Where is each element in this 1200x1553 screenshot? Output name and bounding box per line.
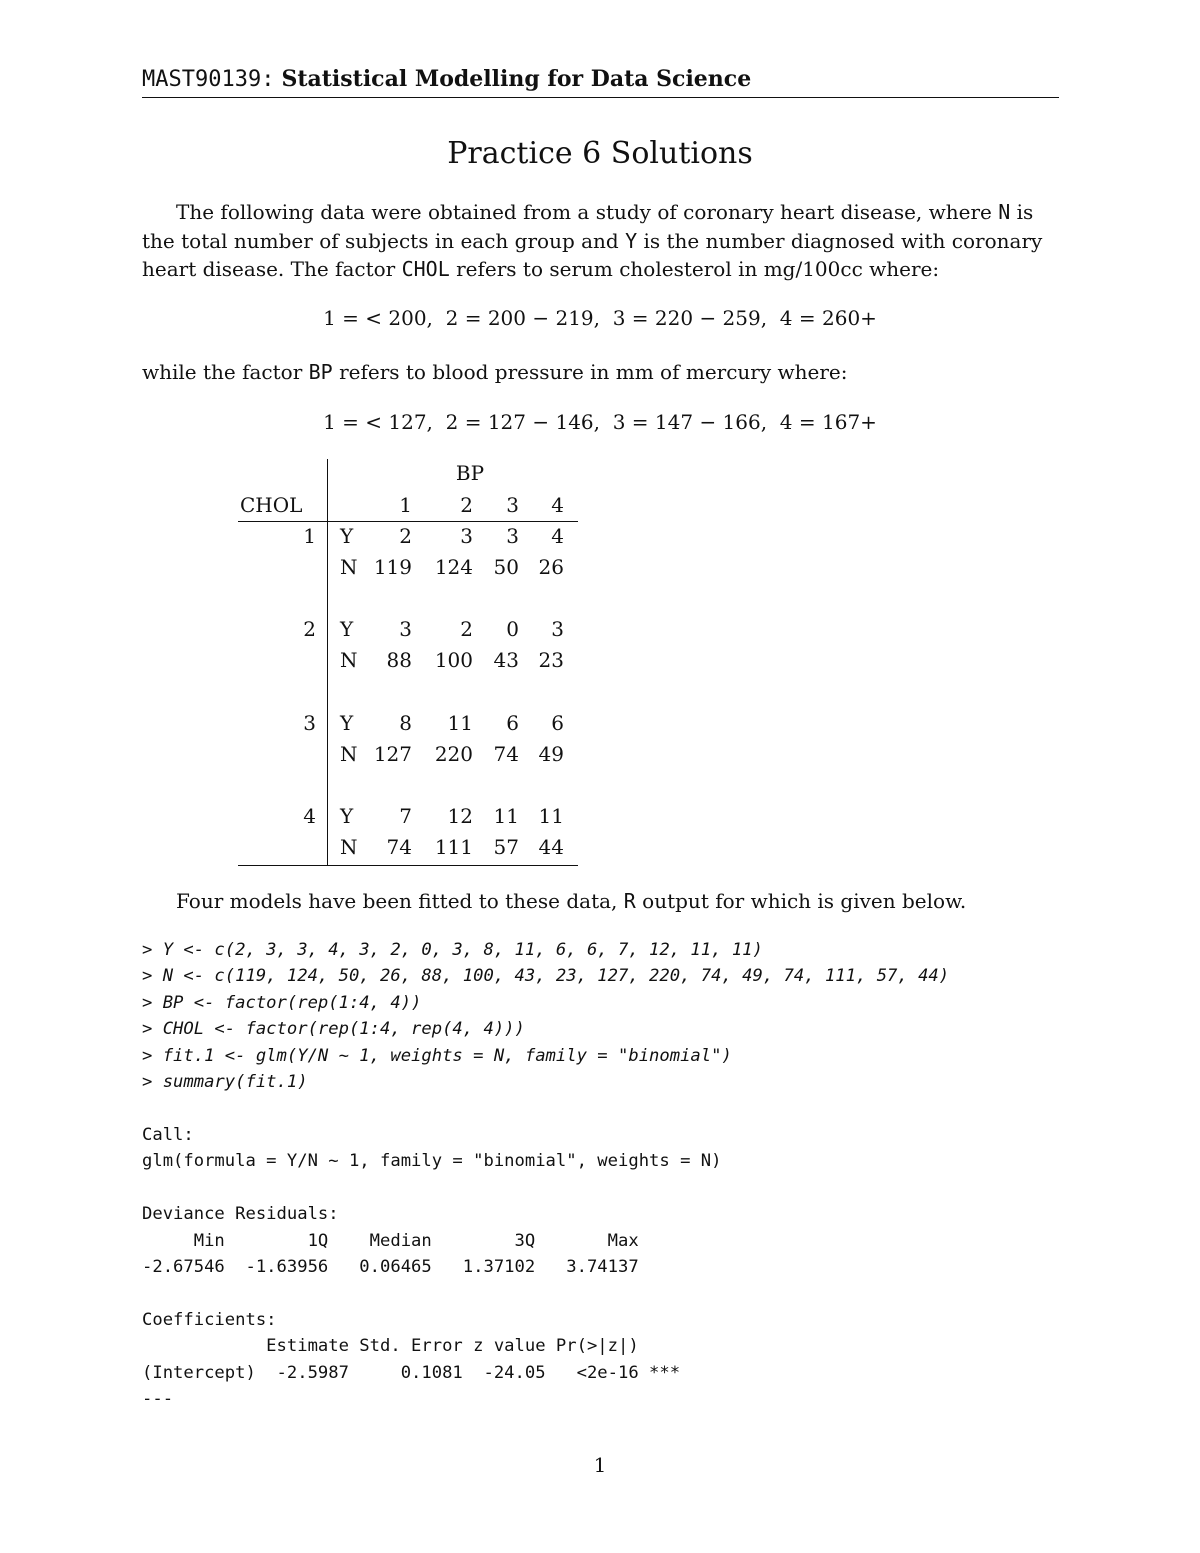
r-output-line bbox=[142, 1175, 721, 1201]
table-cell-n: 74 bbox=[493, 742, 519, 766]
table-cell-y: 6 bbox=[506, 711, 519, 735]
r-input-line: > summary(fit.1) bbox=[142, 1071, 308, 1092]
table-cell-n: 111 bbox=[434, 835, 473, 859]
row-label-y: Y bbox=[340, 617, 354, 641]
table-cell-n: 43 bbox=[493, 648, 519, 672]
intro-text-3: is the number diagnosed with coronary heart disease. The factor bbox=[142, 228, 1043, 281]
r-output-line: glm(formula = Y/N ~ 1, family = "binomial", weights = N) bbox=[142, 1151, 722, 1172]
r-output-code bbox=[142, 1122, 721, 1412]
bp-level-header: 4 bbox=[551, 493, 564, 517]
bp-sentence bbox=[142, 358, 1060, 387]
r-output-line bbox=[142, 1280, 721, 1306]
models-text-2: output for which is given below. bbox=[635, 889, 967, 913]
intro-text-4: refers to serum cholesterol in mg/100cc where: bbox=[449, 257, 940, 281]
table-cell-y: 11 bbox=[447, 711, 473, 735]
r-output-line: (Intercept) -2.5987 0.1081 -24.05 <2e-16 *** bbox=[142, 1362, 681, 1383]
table-cell-n: 49 bbox=[538, 742, 564, 766]
r-input-line: > N <- c(119, 124, 50, 26, 88, 100, 43, 23, 127, 220, 74, 49, 74, 111, 57, 44) bbox=[142, 966, 950, 987]
var-chol: CHOL bbox=[401, 257, 450, 281]
r-output-line: Coefficients: bbox=[142, 1309, 277, 1330]
row-label-n: N bbox=[340, 555, 358, 579]
table-cell-y: 2 bbox=[460, 617, 473, 641]
intro-paragraph bbox=[142, 198, 1060, 284]
var-r: R bbox=[623, 889, 636, 913]
table-cell-y: 12 bbox=[447, 804, 473, 828]
row-label-n: N bbox=[340, 742, 358, 766]
table-cell-y: 3 bbox=[460, 524, 473, 548]
var-n: N bbox=[998, 200, 1011, 224]
table-cell-n: 26 bbox=[538, 555, 564, 579]
table-cell-n: 220 bbox=[434, 742, 473, 766]
header-rule bbox=[142, 97, 1059, 98]
r-input-line: > Y <- c(2, 3, 3, 4, 3, 2, 0, 3, 8, 11, 6, 6, 7, 12, 11, 11) bbox=[142, 940, 763, 960]
table-cell-y: 3 bbox=[506, 524, 519, 548]
table-cell-n: 88 bbox=[386, 648, 412, 672]
table-cell-y: 4 bbox=[551, 524, 564, 548]
intro-text-1: The following data were obtained from a study of coronary heart disease, where bbox=[176, 200, 999, 224]
bp-level-header: 3 bbox=[506, 493, 519, 517]
table-cell-n: 124 bbox=[434, 555, 473, 579]
table-cell-y: 11 bbox=[538, 804, 564, 828]
table-cell-y: 11 bbox=[493, 804, 519, 828]
r-output-line: --- bbox=[142, 1388, 174, 1409]
bp-ranges: 1 = < 127, 2 = 127 − 146, 3 = 147 − 166, 4 = 167+ bbox=[323, 410, 877, 434]
running-header bbox=[142, 66, 751, 92]
bp-level-header: 2 bbox=[460, 493, 473, 517]
course-code: MAST90139: bbox=[142, 67, 275, 92]
r-input-line: > CHOL <- factor(rep(1:4, rep(4, 4))) bbox=[142, 1019, 525, 1040]
chol-header: CHOL bbox=[240, 493, 303, 517]
table-cell-n: 44 bbox=[538, 835, 564, 859]
r-input-code bbox=[142, 937, 949, 1095]
row-label-y: Y bbox=[340, 711, 354, 735]
page-number: 1 bbox=[593, 1453, 607, 1477]
table-cell-n: 57 bbox=[493, 835, 519, 859]
table-header-rule bbox=[238, 521, 578, 522]
chol-level-label: 1 bbox=[303, 524, 316, 548]
table-cell-n: 100 bbox=[434, 648, 473, 672]
r-output-line: Min 1Q Median 3Q Max bbox=[142, 1230, 639, 1251]
r-output-line: -2.67546 -1.63956 0.06465 1.37102 3.74137 bbox=[142, 1256, 639, 1277]
table-cell-y: 3 bbox=[399, 617, 412, 641]
table-cell-y: 0 bbox=[506, 617, 519, 641]
table-cell-y: 6 bbox=[551, 711, 564, 735]
row-label-y: Y bbox=[340, 804, 354, 828]
table-cell-y: 3 bbox=[551, 617, 564, 641]
chol-level-label: 4 bbox=[303, 804, 316, 828]
bp-text-1: while the factor bbox=[142, 360, 309, 384]
bp-header: BP bbox=[455, 461, 485, 485]
r-output-line: Estimate Std. Error z value Pr(>|z|) bbox=[142, 1336, 639, 1357]
row-label-n: N bbox=[340, 648, 358, 672]
chol-level-label: 2 bbox=[303, 617, 316, 641]
chol-ranges: 1 = < 200, 2 = 200 − 219, 3 = 220 − 259, 4 = 260+ bbox=[323, 306, 877, 330]
table-cell-n: 23 bbox=[538, 648, 564, 672]
intro-text-2: is the total number of subjects in each group and bbox=[142, 200, 1034, 253]
chol-level-label: 3 bbox=[303, 711, 316, 735]
models-sentence bbox=[142, 887, 1060, 916]
table-cell-n: 50 bbox=[493, 555, 519, 579]
table-cell-n: 74 bbox=[386, 835, 412, 859]
table-cell-n: 119 bbox=[373, 555, 412, 579]
course-title: Statistical Modelling for Data Science bbox=[281, 66, 752, 92]
table-cell-y: 8 bbox=[399, 711, 412, 735]
page-title: Practice 6 Solutions bbox=[447, 136, 753, 171]
models-text-1: Four models have been fitted to these data, bbox=[176, 889, 624, 913]
r-output-line: Deviance Residuals: bbox=[142, 1204, 339, 1225]
var-bp: BP bbox=[308, 360, 333, 384]
row-label-n: N bbox=[340, 835, 358, 859]
bp-level-header: 1 bbox=[399, 493, 412, 517]
r-input-line: > BP <- factor(rep(1:4, 4)) bbox=[142, 992, 422, 1013]
table-cell-n: 127 bbox=[373, 742, 412, 766]
row-label-y: Y bbox=[340, 524, 354, 548]
table-cell-y: 2 bbox=[399, 524, 412, 548]
table-cell-y: 7 bbox=[399, 804, 412, 828]
var-y: Y bbox=[625, 228, 638, 253]
r-output-line: Call: bbox=[142, 1125, 194, 1145]
r-input-line: > fit.1 <- glm(Y/N ~ 1, weights = N, family = "binomial") bbox=[142, 1045, 732, 1066]
bp-text-2: refers to blood pressure in mm of mercury where: bbox=[332, 360, 848, 384]
table-bottom-rule bbox=[238, 865, 578, 866]
